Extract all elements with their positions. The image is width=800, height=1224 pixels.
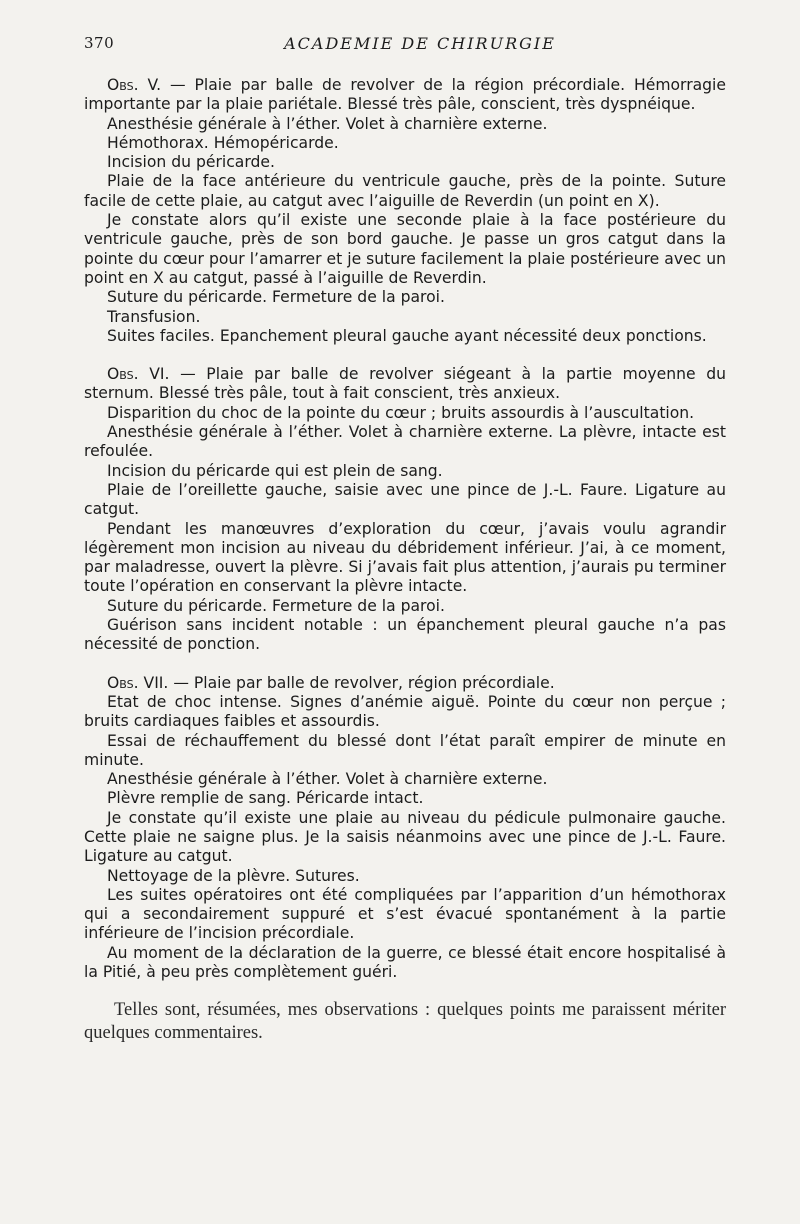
journal-title: ACADEMIE DE CHIRURGIE: [284, 34, 556, 53]
obs-6-paragraph: Incision du péricarde qui est plein de sang.: [107, 461, 443, 480]
obs-7-paragraph-1: [84, 674, 726, 693]
obs-7-paragraph: Je constate qu’il existe une plaie au niveau du pédicule pulmonaire gauche. Cette plaie ne saigne plus. Je la saisis néanmoins avec une pince de J.-L. Faure. Ligature au catgut.: [84, 808, 726, 866]
obs-5-paragraph: Transfusion.: [107, 307, 201, 326]
obs-6-paragraph: Plaie de l’oreillette gauche, saisie avec une pince de J.-L. Faure. Ligature au catgut.: [84, 480, 726, 519]
body-text: [84, 76, 726, 1045]
obs-6-paragraph-1: [84, 365, 726, 404]
obs-6-text-1: — Plaie par balle de revolver siégeant à la partie moyenne du sternum. Blessé très pâle, tout à fait conscient, très anxieux.: [84, 365, 726, 403]
obs-5-paragraph: Je constate alors qu’il existe une seconde plaie à la face postérieure du ventricule gauche, près de son bord gauche. Je passe un gros catgut dans la pointe du cœur pour l’amarrer et je suture facilement la plaie postérieure avec un point en X au catgut, passé à l’aiguille de Reverdin.: [84, 211, 726, 287]
obs-7-paragraph: Anesthésie générale à l’éther. Volet à charnière externe.: [107, 770, 548, 789]
obs-5-paragraph: Plaie de la face antérieure du ventricule gauche, près de la pointe. Suture facile de cette plaie, au catgut avec l’aiguille de Reverdin (un point en X).: [84, 172, 726, 210]
closing-paragraph: Telles sont, résumées, mes observations : quelques points me paraissent mériter quelques commentaires.: [84, 1000, 726, 1044]
obs-6-paragraph: Suture du péricarde. Fermeture de la paroi.: [107, 596, 445, 615]
obs-5-label: Obs. V.: [107, 76, 162, 94]
obs-5-paragraph: Incision du péricarde.: [107, 153, 275, 172]
obs-5-paragraph: Suture du péricarde. Fermeture de la paroi.: [107, 288, 445, 307]
obs-7-paragraph: Les suites opératoires ont été compliquées par l’apparition d’un hémothorax qui a secondairement suppuré et s’est évacué spontanément à la partie inférieure de l’incision précordiale.: [84, 885, 726, 943]
obs-6-paragraph: Pendant les manœuvres d’exploration du cœur, j’avais voulu agrandir légèrement mon incision au niveau du débridement inférieur. J’ai, à ce moment, par maladresse, ouvert la plèvre. Si j’avais fait plus attention, j’aurais pu terminer toute l’opération en conservant la plèvre intacte.: [84, 519, 726, 596]
obs-7-paragraph: Essai de réchauffement du blessé dont l’état paraît empirer de minute en minute.: [84, 731, 726, 769]
page-number: 370: [84, 34, 115, 52]
obs-5-paragraph: Anesthésie générale à l’éther. Volet à charnière externe.: [107, 114, 548, 133]
obs-6-paragraph: Guérison sans incident notable : un épanchement pleural gauche n’a pas nécessité de ponction.: [84, 616, 726, 654]
obs-7-paragraph: Nettoyage de la plèvre. Sutures.: [107, 866, 360, 885]
running-header: [84, 34, 726, 54]
obs-6-label: Obs. VI.: [107, 365, 170, 384]
obs-7-label: Obs. VII.: [107, 673, 169, 692]
obs-5-text-1: — Plaie par balle de revolver de la région précordiale. Hémorragie importante par la plaie pariétale. Blessé très pâle, conscient, très dyspnéique.: [84, 76, 726, 114]
obs-7-paragraph: Plèvre remplie de sang. Péricarde intact.: [107, 789, 424, 808]
obs-6-paragraph: Anesthésie générale à l’éther. Volet à charnière externe. La plèvre, intacte est refoulée.: [84, 423, 726, 461]
obs-5-paragraph: Hémothorax. Hémopéricarde.: [107, 133, 339, 152]
obs-7-text-1: — Plaie par balle de revolver, région précordiale.: [173, 673, 555, 692]
obs-5-paragraph-1: [84, 76, 726, 115]
obs-7-paragraph: Etat de choc intense. Signes d’anémie aiguë. Pointe du cœur non perçue ; bruits cardiaques faibles et assourdis.: [84, 692, 726, 731]
obs-6-paragraph: Disparition du choc de la pointe du cœur ; bruits assourdis à l’auscultation.: [107, 403, 695, 422]
obs-5-paragraph: Suites faciles. Epanchement pleural gauche ayant nécessité deux ponctions.: [107, 326, 707, 345]
obs-7-paragraph: Au moment de la déclaration de la guerre, ce blessé était encore hospitalisé à la Pitié, à peu près complètement guéri.: [84, 943, 726, 982]
